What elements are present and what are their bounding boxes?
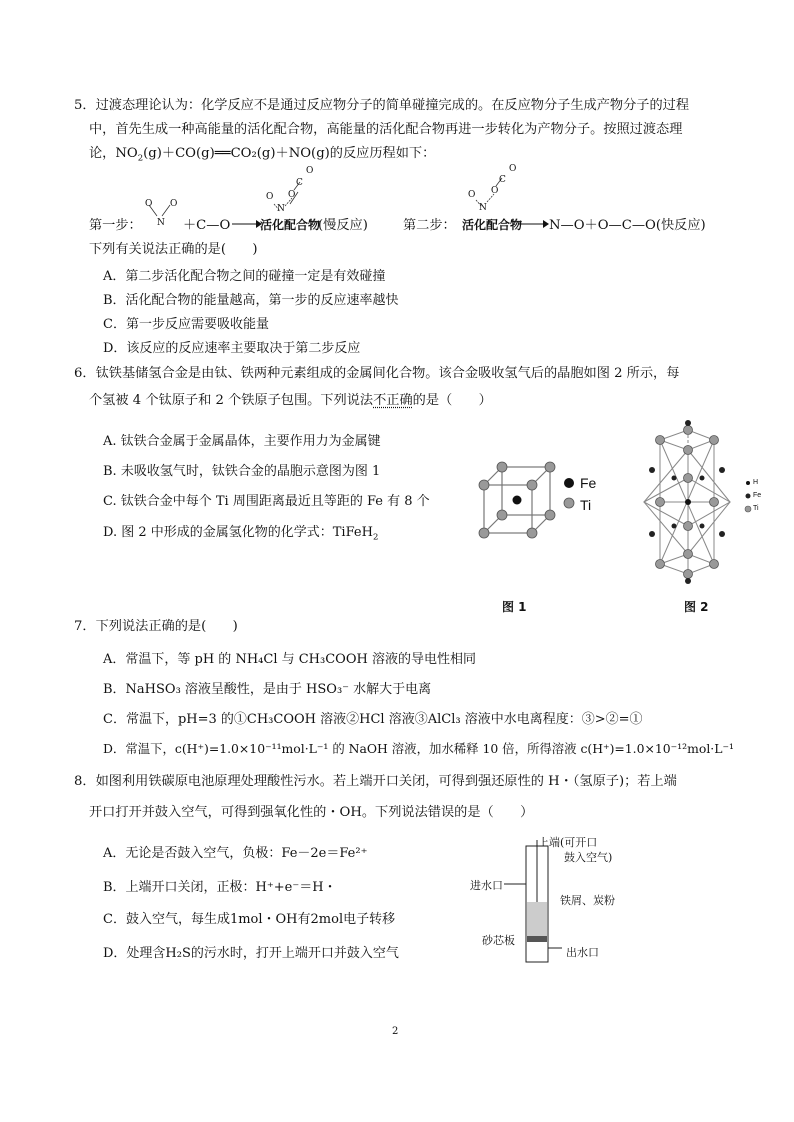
label-outlet: 出水口 bbox=[566, 946, 599, 959]
complex2-c: C bbox=[499, 175, 506, 185]
complex2-o3: O bbox=[509, 164, 517, 174]
page-number: 2 bbox=[392, 1026, 399, 1037]
q5-stem: 下列有关说法正确的是( ) bbox=[89, 242, 258, 257]
q8-line2: 开口打开并鼓入空气，可得到强氧化性的・OH。下列说法错误的是（ ） bbox=[89, 805, 534, 820]
q5-step2-products: N—O＋O—C—O(快反应) bbox=[549, 218, 706, 233]
label-top2: 鼓入空气) bbox=[564, 851, 613, 864]
q5-option-b: B．活化配合物的能量越高，第一步的反应速率越快 bbox=[103, 293, 399, 308]
complex2-o1: O bbox=[468, 190, 476, 200]
label-fill: 铁屑、炭粉 bbox=[560, 894, 615, 907]
legend2-fe: Fe bbox=[753, 492, 762, 499]
legend2-h: H bbox=[753, 479, 759, 486]
q5-step1-plus: ＋C—O bbox=[183, 218, 231, 233]
complex1-c: C bbox=[296, 178, 303, 188]
no2-n: N bbox=[157, 218, 165, 228]
q6-option-c: C. 钛铁合金中每个 Ti 周围距离最近且等距的 Fe 有 8 个 bbox=[103, 494, 430, 509]
q8-option-a: A．无论是否鼓入空气，负极：Fe－2e＝Fe²⁺ bbox=[103, 846, 368, 861]
figure2-crystal-cell bbox=[630, 418, 740, 586]
complex1-o2: O bbox=[288, 190, 296, 200]
q6-line2: 个氢被 4 个钛原子和 2 个铁原子包围。下列说法不正确的是（ ） bbox=[89, 393, 492, 408]
q5-option-a: A．第二步活化配合物之间的碰撞一定是有效碰撞 bbox=[103, 269, 386, 284]
q6-option-d: D. 图 2 中形成的金属氢化物的化学式：TiFeH$_2$ bbox=[103, 525, 379, 543]
figure2-legend-markers bbox=[744, 478, 752, 516]
figure2-caption: 图 2 bbox=[684, 600, 709, 614]
q6-option-a: A. 钛铁合金属于金属晶体，主要作用力为金属键 bbox=[103, 434, 381, 449]
q8-option-d: D．处理含H₂S的污水时，打开上端开口并鼓入空气 bbox=[103, 946, 399, 961]
legend2-ti: Ti bbox=[753, 505, 759, 512]
legend-fe: Fe bbox=[580, 475, 597, 491]
figure1-legend-markers bbox=[562, 476, 576, 510]
q7-option-b: B．NaHSO₃ 溶液呈酸性，是由于 HSO₃⁻ 水解大于电离 bbox=[103, 682, 432, 697]
q7-option-c: C．常温下，pH=3 的①CH₃COOH 溶液②HCl 溶液③AlCl₃ 溶液中水电离程度：③>②=① bbox=[103, 712, 643, 727]
q8-option-b: B．上端开口关闭，正极：H⁺+e⁻＝H・ bbox=[103, 880, 337, 895]
complex2-n: N bbox=[479, 203, 487, 213]
complex1-o1: O bbox=[266, 192, 274, 202]
q7-option-d: D．常温下，c(H⁺)=1.0×10⁻¹¹mol·L⁻¹ 的 NaOH 溶液，加水稀释 10 倍，所得溶液 c(H⁺)=1.0×10⁻¹²mol·L⁻¹ bbox=[103, 741, 734, 756]
q8-line1: 8．如图利用铁碳原电池原理处理酸性污水。若上端开口关闭，可得到强还原性的 H・（氢原子)；若上端 bbox=[74, 774, 677, 789]
q6-line1: 6．钛铁基储氢合金是由钛、铁两种元素组成的金属间化合物。该合金吸收氢气后的晶胞如图 2 所示，每 bbox=[74, 366, 680, 381]
label-inlet: 进水口 bbox=[470, 879, 503, 892]
q8-option-c: C．鼓入空气，每生成1mol・OH有2mol电子转移 bbox=[103, 912, 396, 927]
no2-o-right: O bbox=[170, 199, 178, 209]
complex1-n: N bbox=[277, 204, 285, 214]
q5-option-d: D．该反应的反应速率主要取决于第二步反应 bbox=[103, 341, 361, 356]
arrow-icon bbox=[232, 218, 262, 230]
label-plate: 砂芯板 bbox=[482, 934, 515, 947]
legend-ti: Ti bbox=[580, 497, 592, 513]
label-top1: 上端(可开口 bbox=[538, 836, 598, 849]
q5-step2-label: 第二步： bbox=[403, 218, 456, 233]
complex1-label: 活化配合物 bbox=[260, 218, 321, 232]
complex2-o2: O bbox=[491, 186, 499, 196]
q5-line1: 5．过渡态理论认为：化学反应不是通过反应物分子的简单碰撞完成的。在反应物分子生成产物分子的过程 bbox=[74, 98, 690, 113]
complex2-label: 活化配合物 bbox=[462, 218, 523, 232]
q5-line2: 中，首先生成一种高能量的活化配合物，高能量的活化配合物再进一步转化为产物分子。按照过渡态理 bbox=[89, 122, 683, 137]
arrow-icon bbox=[519, 218, 549, 230]
q7-option-a: A．常温下，等 pH 的 NH₄Cl 与 CH₃COOH 溶液的导电性相同 bbox=[103, 652, 476, 667]
q6-emphasis: 不正确 bbox=[373, 393, 413, 408]
no2-o-left: O bbox=[145, 199, 153, 209]
complex1-o3: O bbox=[306, 166, 314, 176]
q5-line3: 论，$NO_2(g)+CO(g)══CO_2(g)+NO(g)$的反应历程如下： bbox=[89, 146, 436, 164]
q5-step1-rate: (慢反应) bbox=[318, 218, 368, 233]
q7-stem: 7．下列说法正确的是( ) bbox=[74, 619, 238, 634]
figure1-crystal-cell bbox=[470, 455, 560, 545]
q6-option-b: B. 未吸收氢气时，钛铁合金的晶胞示意图为图 1 bbox=[103, 464, 381, 479]
q5-option-c: C．第一步反应需要吸收能量 bbox=[103, 317, 269, 332]
q5-step1-label: 第一步： bbox=[89, 218, 142, 233]
figure1-caption: 图 1 bbox=[502, 600, 527, 614]
